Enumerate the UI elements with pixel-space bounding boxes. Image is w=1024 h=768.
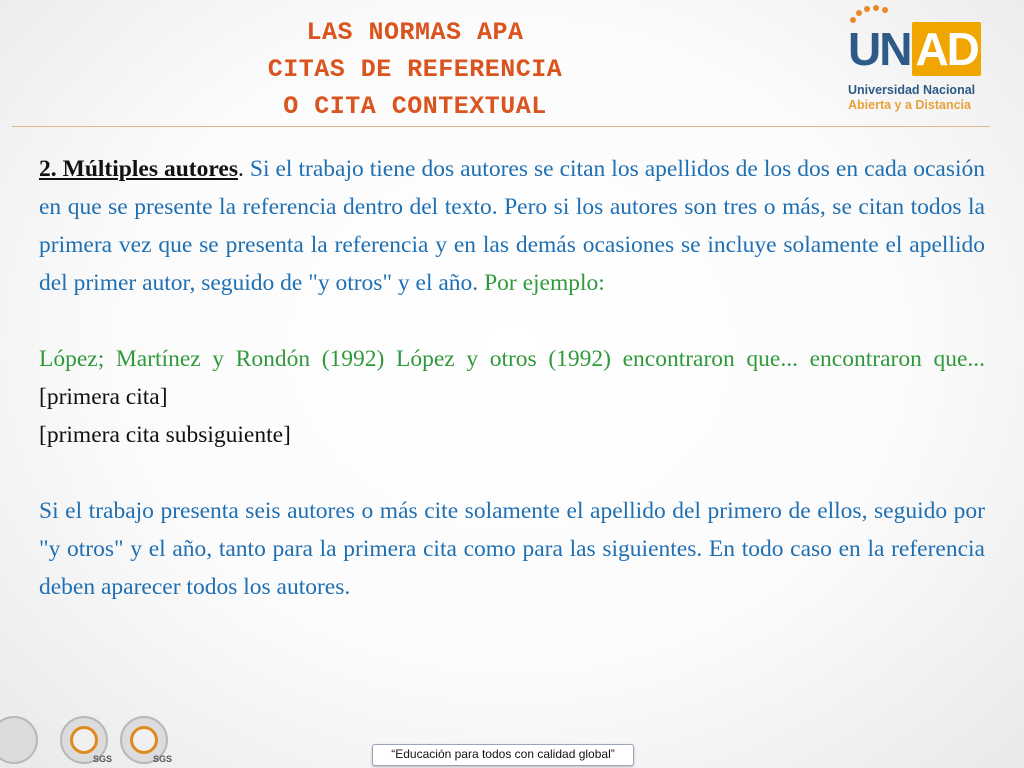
paragraph-multiple-authors: 2. Múltiples autores. Si el trabajo tiene dos autores se citan los apellidos de los dos en cada ocasión en que se presente la referencia dentro del texto. Pero si los autores son tres o más, se citan todos la primera vez que se presenta la referencia y en las demás ocasiones se incluye solamente el apellido del primer autor, seguido de "y otros" y el año. Por ejemplo: <box>39 156 985 296</box>
slide-title <box>120 14 710 125</box>
example-intro: Por ejemplo: <box>478 270 605 296</box>
sgs-badge-icon: SGS <box>60 716 108 764</box>
logo-university-line: Universidad Nacional <box>848 83 976 97</box>
sgs-badge-icon: SGS <box>120 716 168 764</box>
title-line-2: CITAS DE REFERENCIA <box>267 55 563 84</box>
paragraph-six-authors: Si el trabajo presenta seis autores o más cite solamente el apellido del primero de ellos, seguido por "y otros" y el año, tanto para la primera cita como para las siguientes. En todo caso en la referencia deben aparecer todos los autores. <box>39 498 985 600</box>
paragraph-text: Si el trabajo tiene dos autores se citan los apellidos de los dos en cada ocasión en que se presente la referencia dentro del texto. Pero si los autores son tres o más, se citan todos la primera vez que se presenta la referencia y en las demás ocasiones se incluye solamente el apellido del primer autor, seguido de "y otros" y el año. <box>39 156 985 296</box>
title-line-3: O CITA CONTEXTUAL <box>283 92 547 121</box>
example-block <box>39 340 985 416</box>
title-divider <box>12 126 990 127</box>
colombia-map-icon <box>0 716 38 764</box>
title-line-1: LAS NORMAS APA <box>306 18 524 47</box>
logo-tagline-line: Abierta y a Distancia <box>848 98 971 112</box>
example-note-2: [primera cita subsiguiente] <box>39 422 291 448</box>
logo-wordmark: UN AD <box>848 22 981 76</box>
slide-body <box>39 150 985 606</box>
unad-logo <box>845 4 995 112</box>
example-citation: López; Martínez y Rondón (1992) López y otros (1992) encontraron que... encontraron que... <box>39 346 985 372</box>
example-note: [primera cita] <box>39 384 168 410</box>
certification-badges <box>0 708 180 768</box>
section-heading: 2. Múltiples autores <box>39 156 238 182</box>
footer-motto: “Educación para todos con calidad global” <box>372 744 634 766</box>
